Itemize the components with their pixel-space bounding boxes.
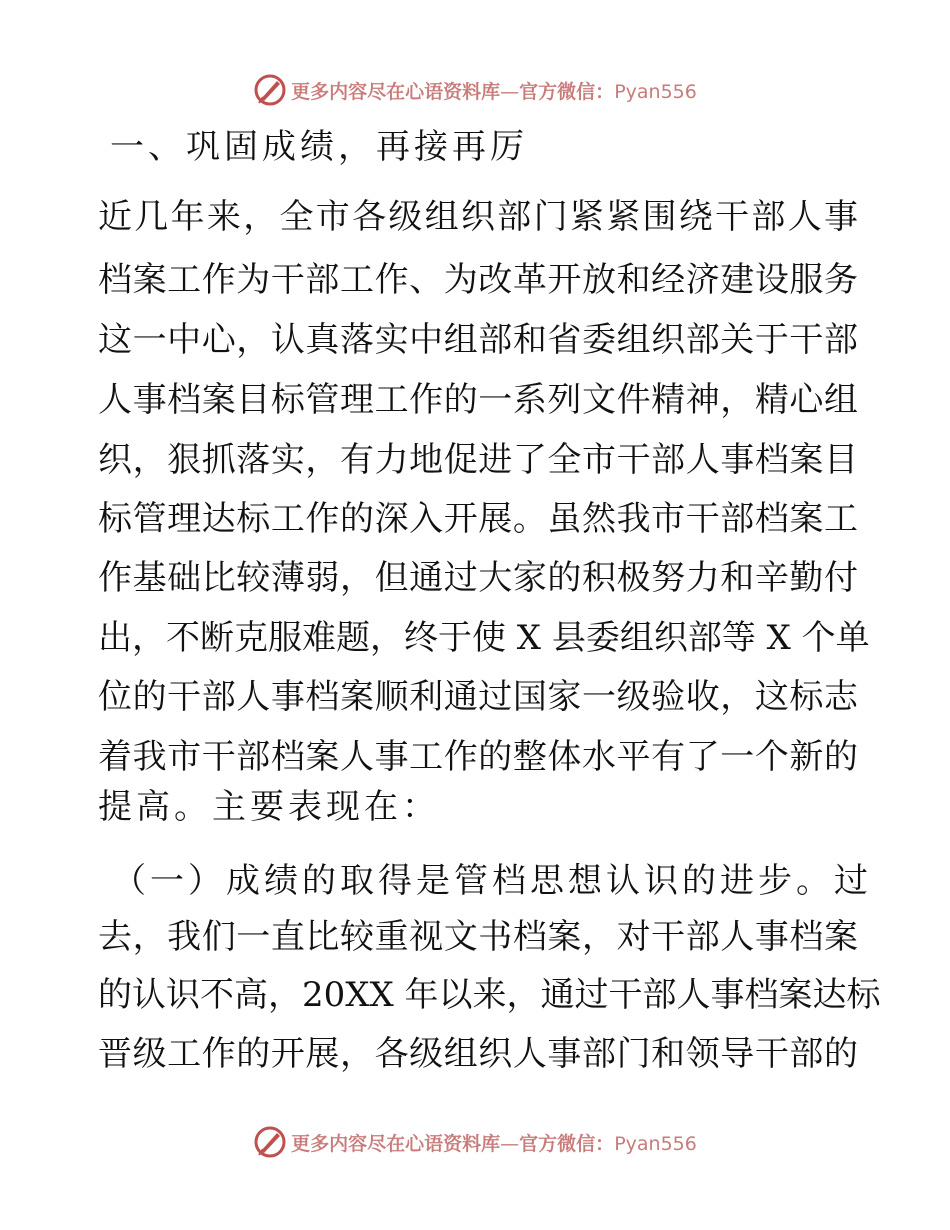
paragraph-line: 作基础比较薄弱，但通过大家的积极努力和辛勤付 — [98, 558, 858, 598]
quill-logo-icon — [253, 1125, 287, 1159]
watermark-brand: 更多内容尽在心语资料库 — [291, 1132, 501, 1155]
watermark-official: 官方微信： — [519, 1132, 615, 1155]
paragraph-line: 织，狠抓落实，有力地促进了全市干部人事档案目 — [98, 440, 858, 480]
watermark-brand: 更多内容尽在心语资料库 — [291, 80, 501, 103]
paragraph-line: 这一中心，认真落实中组部和省委组织部关于干部 — [98, 320, 858, 360]
section-heading: 一、巩固成绩，再接再厉 — [110, 127, 528, 167]
footer-watermark — [0, 1122, 950, 1162]
watermark-text — [291, 77, 697, 104]
watermark-separator: — — [500, 80, 520, 103]
paragraph-line: 出，不断克服难题，终于使 X 县委组织部等 X 个单 — [98, 618, 870, 658]
watermark-account: Pyan556 — [614, 1132, 697, 1155]
paragraph-line: 档案工作为干部工作、为改革开放和经济建设服务 — [98, 260, 858, 300]
quill-logo-icon — [253, 73, 287, 107]
paragraph-line: 人事档案目标管理工作的一系列文件精神，精心组 — [98, 380, 858, 420]
paragraph-line: 晋级工作的开展，各级组织人事部门和领导干部的 — [98, 1034, 858, 1074]
paragraph-line: 近几年来，全市各级组织部门紧紧围绕干部人事 — [98, 197, 858, 237]
paragraph-line: 提高。主要表现在： — [98, 787, 440, 827]
watermark-account: Pyan556 — [614, 80, 697, 103]
paragraph-line: 标管理达标工作的深入开展。虽然我市干部档案工 — [98, 499, 858, 539]
paragraph-line: （一）成绩的取得是管档思想认识的进步。过 — [112, 861, 872, 901]
header-watermark — [0, 70, 950, 110]
paragraph-line: 位的干部人事档案顺利通过国家一级验收，这标志 — [98, 677, 858, 717]
paragraph-line: 的认识不高，20XX 年以来，通过干部人事档案达标 — [98, 975, 881, 1015]
watermark-text — [291, 1129, 697, 1156]
paragraph-line: 着我市干部档案人事工作的整体水平有了一个新的 — [98, 737, 858, 777]
watermark-official: 官方微信： — [519, 80, 615, 103]
paragraph-line: 去，我们一直比较重视文书档案，对干部人事档案 — [98, 917, 858, 957]
watermark-separator: — — [500, 1132, 520, 1155]
